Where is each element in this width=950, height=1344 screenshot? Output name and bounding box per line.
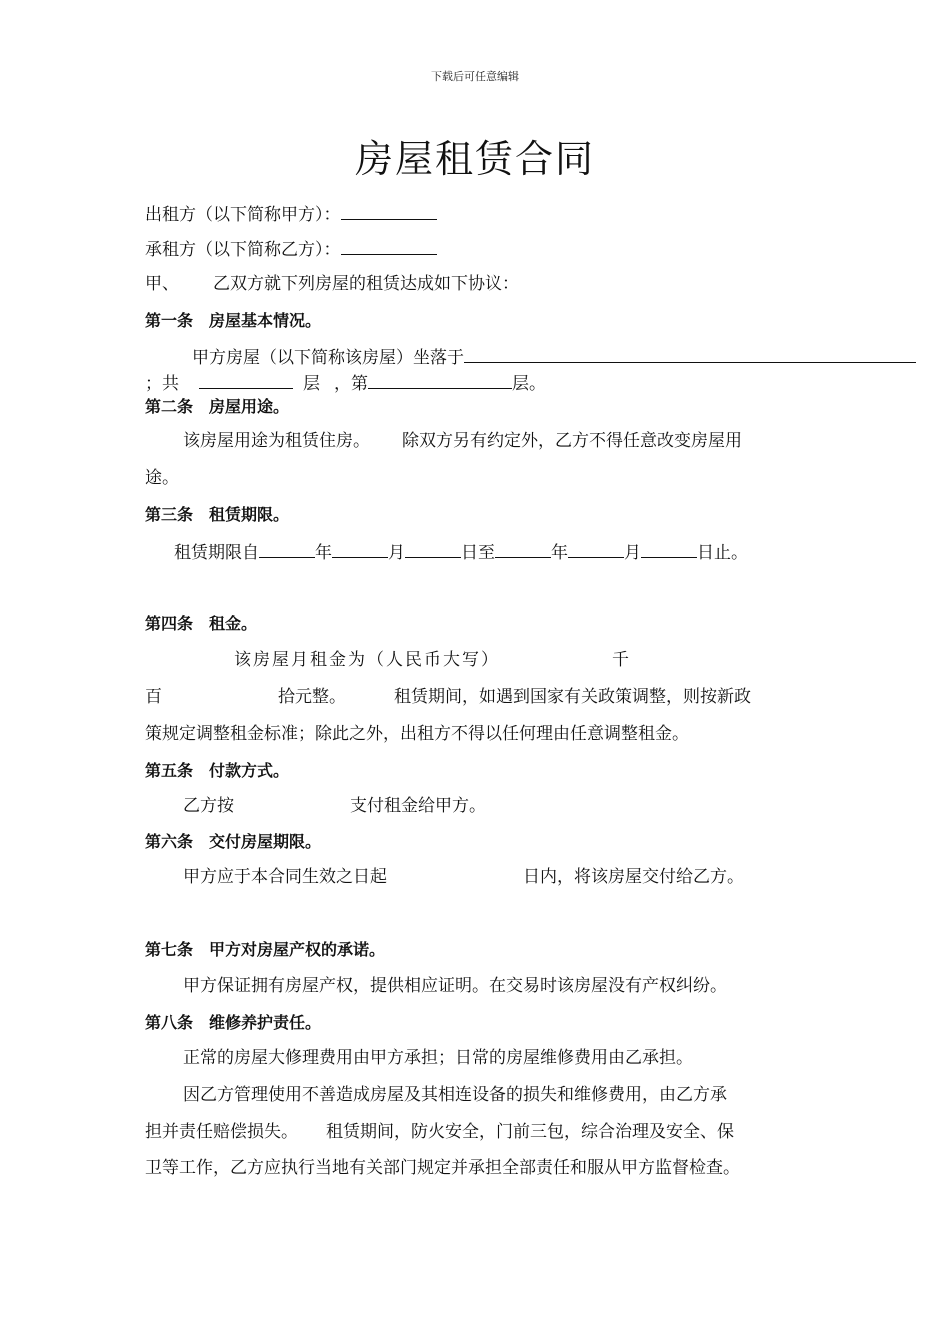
lessor-line [145,202,437,226]
floors-unit: 层 [303,374,320,394]
article-8-line-2: 因乙方管理使用不善造成房屋及其相连设备的损失和维修费用，由乙方承 [183,1085,727,1105]
delivery-suffix: 日内，将该房屋交付给乙方。 [523,867,744,887]
rent-thousand-unit: 千 [612,650,631,670]
delivery-prefix: 甲方应于本合同生效之日起 [183,867,387,887]
total-floors-blank [199,371,293,389]
article-6-line-1 [183,866,744,888]
article-1-line-1 [192,345,916,369]
location-blank [464,345,916,363]
article-7-heading: 第七条 甲方对房屋产权的承诺。 [145,940,386,959]
rent-amount-label: 该房屋月租金为（人民币大写） [234,650,500,670]
article-1-heading: 第一条 房屋基本情况。 [145,311,322,330]
article-8-line-1: 正常的房屋大修理费用由甲方承担；日常的房屋维修费用由乙承担。 [183,1048,693,1068]
article-3-heading: 第三条 租赁期限。 [145,505,290,524]
payment-prefix: 乙方按 [183,796,234,816]
article-4-line-2 [145,686,751,708]
floor-no-suffix: 层。 [512,374,546,394]
floors-total-prefix: ；共 [145,374,179,394]
lessor-label: 出租方（以下简称甲方）： [145,205,341,225]
article-4-line-1 [234,649,631,671]
article-4-line-3: 策规定调整租金标准；除此之外，出租方不得以任何理由任意调整租金。 [145,724,689,744]
start-year-label: 年 [315,543,332,563]
lessee-label: 承租方（以下简称乙方）： [145,240,341,260]
lessee-blank [341,237,437,255]
article-1-location-text: 甲方房屋（以下简称该房屋）坐落于 [192,348,464,368]
article-2-line-2: 途。 [145,468,179,488]
article-2-heading: 第二条 房屋用途。 [145,397,290,416]
article-7-line-1: 甲方保证拥有房屋产权，提供相应证明。在交易时该房屋没有产权纠纷。 [183,976,727,996]
floor-no-prefix: ，第 [334,374,368,394]
article-8-line-3 [145,1121,734,1143]
end-year-blank [495,540,551,558]
intro-line [145,273,519,295]
article-8-line-4: 卫等工作，乙方应执行当地有关部门规定并承担全部责任和服从甲方监督检查。 [145,1158,740,1178]
end-day-blank [641,540,697,558]
header-note: 下载后可任意编辑 [431,70,519,83]
rent-ten-unit: 拾元整。 [278,687,346,707]
term-from-label: 租赁期限自 [174,543,259,563]
article-3-line-1 [174,540,748,564]
start-day-blank [405,540,461,558]
start-month-blank [332,540,388,558]
article-1-line-2 [145,371,546,395]
start-year-blank [259,540,315,558]
start-month-label: 月 [388,543,405,563]
start-day-label: 日至 [461,543,495,563]
article-2-text-b: 除双方另有约定外，乙方不得任意改变房屋用 [402,431,742,451]
floor-number-blank [368,371,512,389]
article-4-heading: 第四条 租金。 [145,614,258,633]
end-year-label: 年 [551,543,568,563]
article-2-text-a: 该房屋用途为租赁住房。 [183,431,370,451]
lessee-line [145,237,437,261]
intro-part-b: 乙双方就下列房屋的租赁达成如下协议： [213,274,519,294]
article-5-line-1 [183,795,486,817]
lessor-blank [341,202,437,220]
page-title: 房屋租赁合同 [354,137,595,181]
end-month-blank [568,540,624,558]
rent-policy-text: 租赁期间，如遇到国家有关政策调整，则按新政 [394,687,751,707]
article-2-line-1 [183,430,742,452]
article-8-text-b: 租赁期间，防火安全，门前三包，综合治理及安全、保 [326,1122,734,1142]
payment-suffix: 支付租金给甲方。 [350,796,486,816]
article-8-heading: 第八条 维修养护责任。 [145,1013,322,1032]
rent-hundred-unit: 百 [145,687,162,707]
intro-part-a: 甲、 [145,274,179,294]
article-8-text-a: 担并责任赔偿损失。 [145,1122,298,1142]
article-6-heading: 第六条 交付房屋期限。 [145,832,322,851]
article-5-heading: 第五条 付款方式。 [145,761,290,780]
end-day-label: 日止。 [697,543,748,563]
end-month-label: 月 [624,543,641,563]
